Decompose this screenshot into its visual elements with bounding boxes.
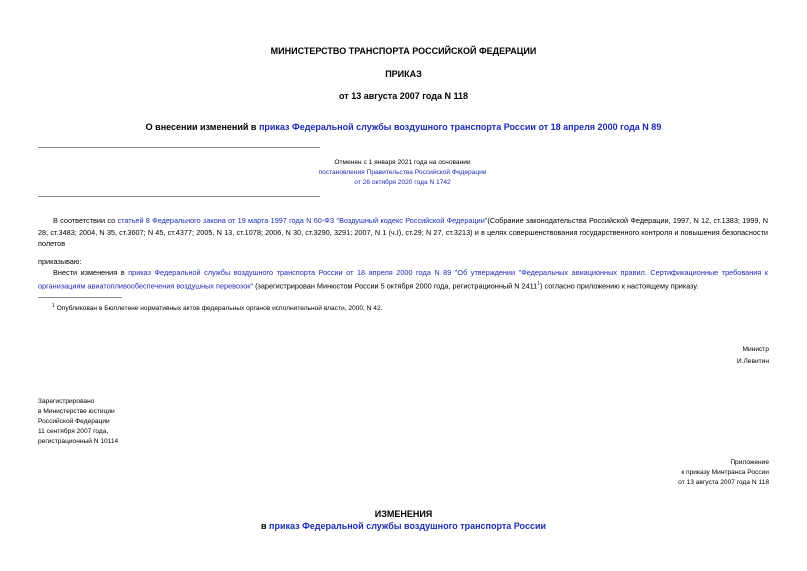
order-word: приказываю: bbox=[38, 257, 82, 266]
preamble-paragraph bbox=[38, 215, 768, 250]
footnote-mark: 1 bbox=[52, 303, 55, 309]
preamble-law-link[interactable]: статьей 8 Федерального закона от 19 марта 1997 года N 60-ФЗ "Воздушный кодекс Российской Федерации" bbox=[117, 216, 488, 225]
changes-prefix: в bbox=[260, 521, 270, 531]
signature-block bbox=[737, 345, 769, 367]
changes-heading: ИЗМЕНЕНИЯ bbox=[374, 509, 433, 519]
cancel-note-link-1[interactable]: постановления Правительства Российской Федерации bbox=[318, 169, 487, 176]
preamble-text-1: В соответствии со bbox=[53, 216, 118, 225]
order-link[interactable]: приказ Федеральной службы воздушного транспорта России от 18 апреля 2000 года N 89 "Об утверждении "Федеральных авиационных правил. Сертификационные требования к организациям авиатопливообеспечения воздушных перевозок" bbox=[38, 268, 768, 290]
footnote-divider bbox=[38, 297, 122, 298]
doc-title bbox=[0, 122, 807, 133]
footnote-ref[interactable]: 1 bbox=[537, 280, 540, 287]
registration-line-2: в Министерстве юстиции bbox=[38, 408, 115, 415]
changes-link[interactable]: приказ Федеральной службы воздушного транспорта России bbox=[269, 521, 547, 531]
order-text-1: Внести изменения в bbox=[53, 268, 129, 277]
cancel-note-text: Отменен с 1 января 2021 года на основании bbox=[334, 159, 471, 166]
registration-block bbox=[38, 397, 118, 447]
order-text-3: ) согласно приложению к настоящему приказу. bbox=[540, 280, 699, 290]
doc-type-heading: ПРИКАЗ bbox=[385, 69, 422, 79]
signature-role: Министр bbox=[742, 346, 769, 353]
signature-name: И.Левитин bbox=[736, 358, 769, 365]
registration-line-4: 11 сентября 2007 года, bbox=[38, 428, 109, 435]
appendix-line-1: Приложение bbox=[730, 459, 769, 466]
registration-line-1: Зарегистрировано bbox=[38, 398, 95, 405]
title-prefix: О внесении изменений в bbox=[145, 122, 259, 132]
cancel-note bbox=[230, 158, 575, 188]
changes-subheading bbox=[0, 521, 807, 532]
title-link[interactable]: приказ Федеральной службы воздушного транспорта России от 18 апреля 2000 года N 89 bbox=[258, 122, 662, 132]
doc-date-number: от 13 августа 2007 года N 118 bbox=[339, 91, 468, 101]
preamble-text-2: (Собрание законодательства Российской Федерации, 1997, N 12, ст.1383; 1999, N 28, ст.3483; 2004, N 35, ст.3607; N 45, ст.4377; 2005, N 13, ст.1078; 2006, N 30, ст.3290, 3291; 2007, N 1 (ч.I), ст.29; N 27, ст.3213) и в целях совершенствования государственного контроля и повышения безопасности полетов bbox=[38, 216, 769, 248]
divider-bottom bbox=[38, 196, 320, 197]
registration-line-3: Российской Федерации bbox=[38, 418, 110, 425]
appendix-line-2: к приказу Минтранса России bbox=[681, 469, 769, 476]
appendix-line-3: от 13 августа 2007 года N 118 bbox=[678, 479, 769, 486]
order-text-2: (зарегистрирован Минюстом России 5 октября 2000 года, регистрационный N 2411 bbox=[253, 280, 538, 290]
order-paragraph bbox=[38, 267, 768, 291]
footnote bbox=[52, 301, 382, 314]
cancel-note-link-2[interactable]: от 26 октября 2020 года N 1742 bbox=[354, 179, 451, 186]
registration-line-5: регистрационный N 10114 bbox=[38, 438, 119, 445]
divider-top bbox=[38, 147, 320, 148]
footnote-text: Опубликован в Бюллетене нормативных актов федеральных органов исполнительной власти, 2000, N 42. bbox=[56, 305, 383, 313]
appendix-block bbox=[678, 458, 769, 488]
ministry-heading: МИНИСТЕРСТВО ТРАНСПОРТА РОССИЙСКОЙ ФЕДЕРАЦИИ bbox=[270, 46, 537, 56]
